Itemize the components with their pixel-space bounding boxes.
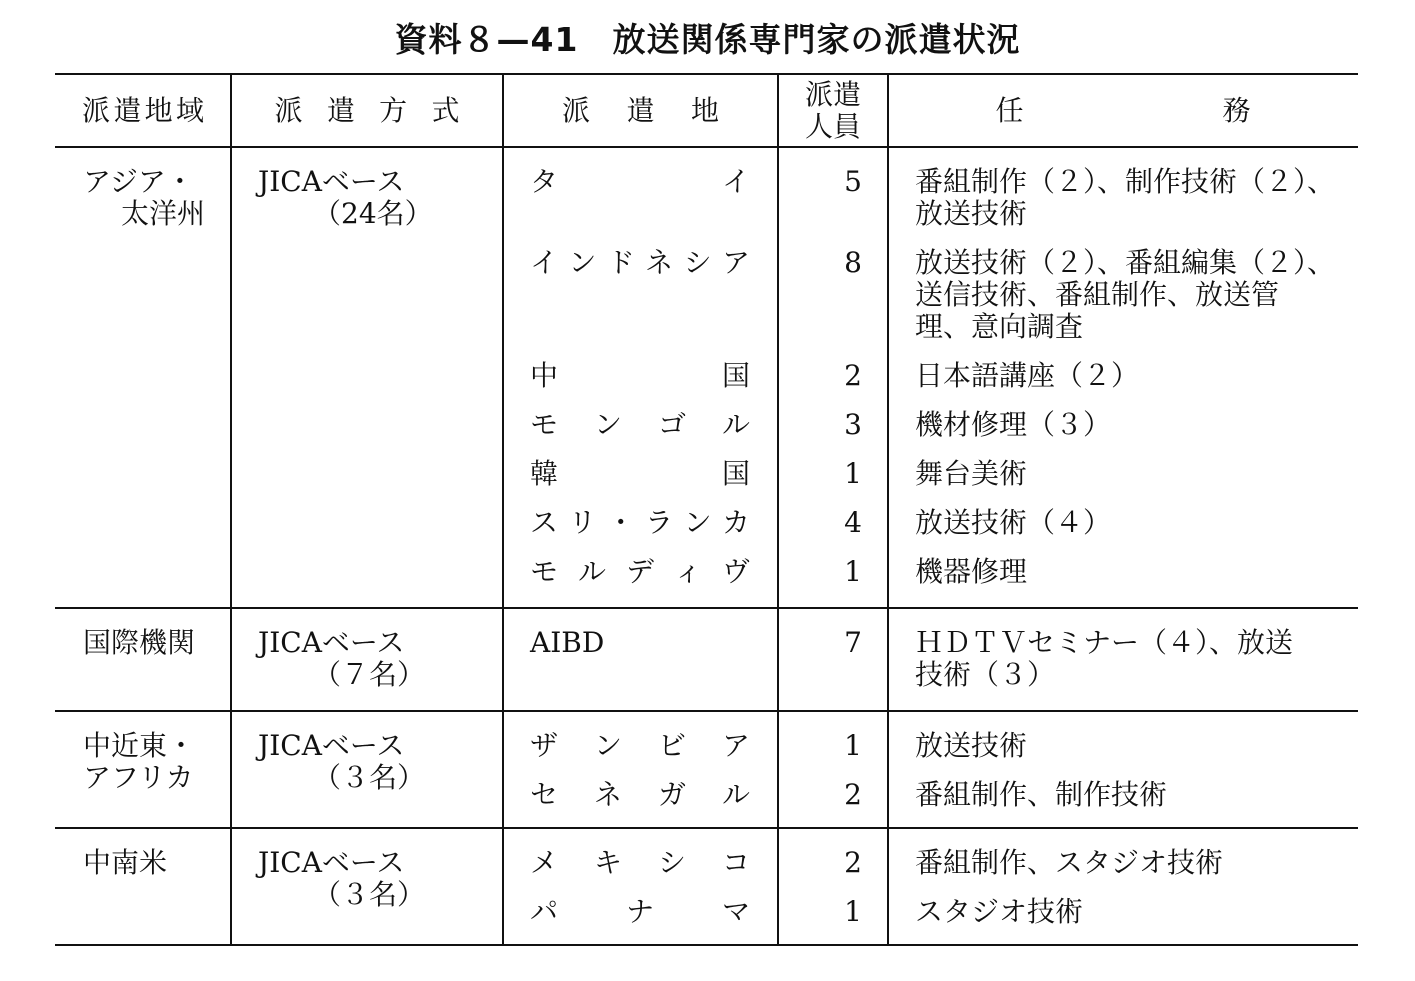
destination-name <box>530 556 750 588</box>
staff-count-cell <box>778 360 888 392</box>
duty-line: 放送技術 <box>915 729 1028 762</box>
duty-cell <box>888 896 1358 928</box>
destination-cell <box>503 507 778 539</box>
glyph: 地 <box>690 93 719 127</box>
glyph: ル <box>721 408 750 441</box>
glyph: モ <box>530 408 559 441</box>
duty-cell <box>888 730 1358 762</box>
destination-rows <box>503 627 1358 708</box>
region-cell <box>55 627 231 659</box>
destination-cell <box>503 730 778 762</box>
region-line: 中近東・ <box>83 729 196 762</box>
destination-rows <box>503 730 1358 828</box>
method-cell <box>231 166 503 230</box>
region-cell <box>55 847 231 879</box>
duty-line: 機材修理（３） <box>915 408 1112 441</box>
duty-line: ＨＤＴＶセミナー（４）、放送 <box>915 626 1294 659</box>
method-line: （３名） <box>313 761 426 794</box>
staff-count: 1 <box>844 895 862 928</box>
glyph: ド <box>606 246 635 279</box>
glyph: ガ <box>657 778 686 811</box>
region-cell <box>55 166 231 230</box>
table-row <box>503 409 1358 458</box>
region-line: 太洋州 <box>120 197 205 230</box>
duty-line: 放送技術 <box>915 197 1028 230</box>
region-group <box>55 712 1358 829</box>
staff-count-cell <box>778 166 888 230</box>
staff-count-cell <box>778 247 888 343</box>
destination-cell <box>503 247 778 343</box>
header-destination <box>503 75 778 146</box>
method-line: （24名） <box>313 197 433 230</box>
column-rule <box>777 73 779 946</box>
glyph: 方 <box>379 93 408 127</box>
region-cell <box>55 730 231 794</box>
glyph: ネ <box>645 246 674 279</box>
header-destination-label <box>562 95 719 127</box>
glyph: 遣 <box>626 93 655 127</box>
destination-cell <box>503 556 778 588</box>
destination-name <box>530 409 750 441</box>
glyph: イ <box>530 246 559 279</box>
destination-name <box>530 896 750 928</box>
region-line: 中南米 <box>83 846 168 879</box>
glyph: 務 <box>1222 93 1251 127</box>
staff-count: 7 <box>844 626 862 659</box>
method-line: JICAベース <box>258 165 405 198</box>
glyph: ザ <box>530 729 559 762</box>
region-line: アジア・ <box>83 165 194 198</box>
duty-line: 放送技術（４） <box>915 506 1112 539</box>
glyph: ン <box>593 729 622 762</box>
glyph: メ <box>530 846 559 879</box>
region-line: アフリカ <box>83 761 194 794</box>
glyph: ン <box>593 408 622 441</box>
method-line: JICAベース <box>258 729 405 762</box>
destination-name: AIBD <box>530 626 605 659</box>
duty-line: スタジオ技術 <box>915 895 1084 928</box>
destination-cell <box>503 409 778 441</box>
destination-cell <box>503 896 778 928</box>
glyph: コ <box>721 846 750 879</box>
duty-line: 機器修理 <box>915 555 1028 588</box>
method-line: （７名） <box>313 658 426 691</box>
method-line: JICAベース <box>258 626 405 659</box>
header-staff-line: 派遣 <box>804 77 861 111</box>
glyph: 派 <box>82 93 111 127</box>
glyph: ア <box>721 729 750 762</box>
table-row <box>503 166 1358 247</box>
glyph: 韓 <box>530 457 559 490</box>
glyph: ヴ <box>721 555 750 588</box>
glyph: 派 <box>274 93 303 127</box>
staff-count-cell <box>778 779 888 811</box>
table-row <box>503 847 1358 896</box>
header-method <box>231 75 503 146</box>
staff-count: 1 <box>844 729 862 762</box>
staff-count-cell <box>778 847 888 879</box>
header-region-label <box>82 95 204 127</box>
destination-cell <box>503 166 778 230</box>
staff-count: 1 <box>844 555 862 588</box>
column-rule <box>230 73 232 946</box>
header-staff <box>778 75 888 146</box>
header-duty <box>888 75 1358 146</box>
region-group <box>55 609 1358 712</box>
dispatch-table <box>55 73 1358 946</box>
glyph: リ <box>568 506 597 539</box>
duty-line: 理、意向調査 <box>915 310 1084 343</box>
header-duty-label <box>996 95 1251 127</box>
destination-cell <box>503 847 778 879</box>
duty-cell <box>888 507 1358 539</box>
duty-line: 技術（３） <box>915 658 1056 691</box>
table-row <box>503 730 1358 779</box>
duty-line: 舞台美術 <box>915 457 1028 490</box>
staff-count: 3 <box>844 408 862 441</box>
region-line: 国際機関 <box>83 626 196 659</box>
page-title: 資料８—41 放送関係専門家の派遣状況 <box>394 20 1021 59</box>
table-body <box>55 148 1358 946</box>
staff-count-cell <box>778 627 888 691</box>
staff-count-cell <box>778 556 888 588</box>
header-staff-label <box>805 79 861 143</box>
staff-count: 8 <box>844 246 862 279</box>
duty-line: 番組制作（２）、制作技術（２）、 <box>915 165 1336 198</box>
glyph: 地 <box>144 93 173 127</box>
duty-cell <box>888 779 1358 811</box>
header-method-label <box>275 95 460 127</box>
glyph: モ <box>530 555 559 588</box>
method-line: JICAベース <box>258 846 405 879</box>
destination-rows <box>503 166 1358 605</box>
table-header <box>55 73 1358 148</box>
glyph: ネ <box>593 778 622 811</box>
glyph: ゴ <box>657 408 686 441</box>
glyph: カ <box>721 506 750 539</box>
glyph: 式 <box>431 93 460 127</box>
glyph: シ <box>657 846 686 879</box>
glyph: ラ <box>645 506 674 539</box>
region-group <box>55 829 1358 946</box>
glyph: ン <box>683 506 712 539</box>
staff-count: 2 <box>844 359 862 392</box>
glyph: パ <box>530 895 559 928</box>
method-line: （３名） <box>313 878 426 911</box>
glyph: 任 <box>995 93 1024 127</box>
table-row <box>503 896 1358 945</box>
destination-cell <box>503 360 778 392</box>
glyph: キ <box>593 846 622 879</box>
destination-name <box>530 730 750 762</box>
duty-line: 送信技術、番組制作、放送管 <box>915 278 1280 311</box>
table-row <box>503 247 1358 360</box>
glyph: ス <box>530 506 559 539</box>
glyph: 派 <box>562 93 591 127</box>
glyph: ・ <box>606 506 635 539</box>
duty-line: 放送技術（２）、番組編集（２）、 <box>915 246 1336 279</box>
region-name <box>83 166 205 230</box>
glyph: タ <box>530 165 559 198</box>
glyph: 遣 <box>326 93 355 127</box>
staff-count: 5 <box>844 165 862 198</box>
staff-count-cell <box>778 730 888 762</box>
staff-count-cell <box>778 896 888 928</box>
glyph: 域 <box>175 93 204 127</box>
method-cell <box>231 627 503 691</box>
destination-name <box>530 458 750 490</box>
duty-cell <box>888 247 1358 343</box>
glyph: セ <box>530 778 559 811</box>
column-rule <box>887 73 889 946</box>
glyph: ル <box>577 555 606 588</box>
staff-count: 2 <box>844 778 862 811</box>
destination-name <box>530 847 750 879</box>
duty-cell <box>888 458 1358 490</box>
destination-name <box>530 507 750 539</box>
staff-count-cell <box>778 409 888 441</box>
glyph: ィ <box>673 555 702 588</box>
destination-name <box>530 779 750 811</box>
glyph: 遣 <box>113 93 142 127</box>
destination-cell <box>503 458 778 490</box>
staff-count: 4 <box>844 506 862 539</box>
duty-cell <box>888 627 1358 691</box>
glyph: ン <box>568 246 597 279</box>
duty-cell <box>888 847 1358 879</box>
duty-line: 番組制作、スタジオ技術 <box>915 846 1224 879</box>
duty-cell <box>888 556 1358 588</box>
staff-count-cell <box>778 458 888 490</box>
glyph: シ <box>683 246 712 279</box>
duty-line: 日本語講座（２） <box>915 359 1140 392</box>
header-staff-line: 人員 <box>804 109 861 143</box>
duty-line: 番組制作、制作技術 <box>915 778 1168 811</box>
glyph: マ <box>721 895 750 928</box>
destination-name <box>530 360 750 392</box>
method-cell <box>231 847 503 911</box>
glyph: ナ <box>625 895 654 928</box>
staff-count: 2 <box>844 846 862 879</box>
glyph: ビ <box>657 729 686 762</box>
table-row <box>503 556 1358 605</box>
column-rule <box>502 73 504 946</box>
glyph: 中 <box>530 359 559 392</box>
table-row <box>503 627 1358 708</box>
destination-cell <box>503 779 778 811</box>
destination-rows <box>503 847 1358 945</box>
destination-name <box>530 247 750 279</box>
region-name <box>83 847 205 879</box>
region-name <box>83 627 205 659</box>
table-row <box>503 360 1358 409</box>
glyph: イ <box>721 165 750 198</box>
glyph: 国 <box>721 457 750 490</box>
table-row <box>503 779 1358 828</box>
glyph: ア <box>721 246 750 279</box>
destination-cell <box>503 627 778 691</box>
glyph: ル <box>721 778 750 811</box>
glyph: 国 <box>721 359 750 392</box>
region-group <box>55 148 1358 609</box>
duty-cell <box>888 409 1358 441</box>
duty-cell <box>888 166 1358 230</box>
staff-count-cell <box>778 507 888 539</box>
region-name <box>83 730 205 794</box>
staff-count: 1 <box>844 457 862 490</box>
duty-cell <box>888 360 1358 392</box>
destination-name <box>530 166 750 198</box>
table-row <box>503 507 1358 556</box>
header-region <box>55 75 231 146</box>
method-cell <box>231 730 503 794</box>
glyph: デ <box>625 555 654 588</box>
table-row <box>503 458 1358 507</box>
